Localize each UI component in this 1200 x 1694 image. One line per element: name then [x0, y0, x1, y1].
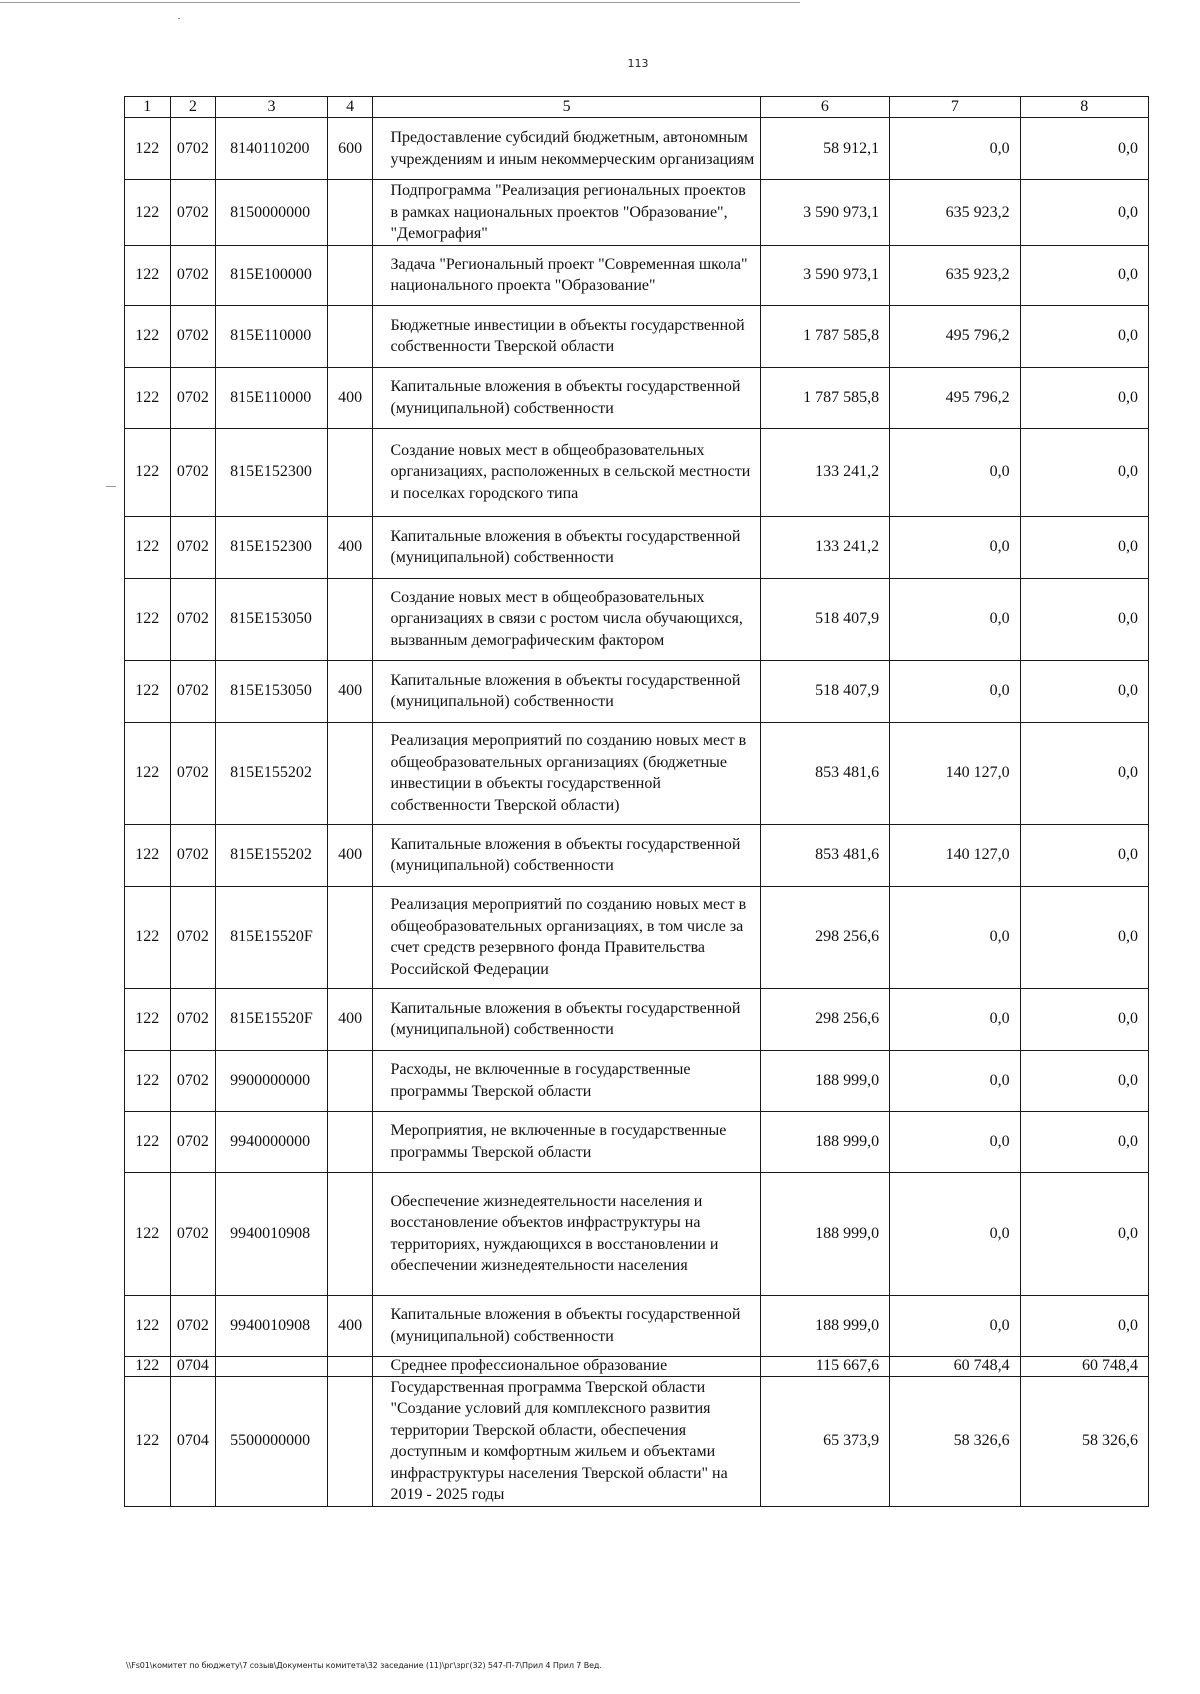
column-header: 7 — [890, 97, 1020, 118]
table-cell-c7: 0,0 — [890, 118, 1020, 180]
table-cell-c5: Создание новых мест в общеобразовательных организациях в связи с ростом числа обучающихся, вызванным демографическим фактором — [373, 578, 760, 660]
table-row — [125, 1050, 1149, 1111]
table-cell-c5: Бюджетные инвестиции в объекты государственной собственности Тверской области — [373, 305, 760, 367]
column-header: 4 — [327, 97, 373, 118]
table-cell-c4 — [327, 1172, 373, 1295]
table-cell-c7: 0,0 — [890, 516, 1020, 578]
table-cell-c3 — [216, 1356, 328, 1376]
table-cell-c5: Капитальные вложения в объекты государственной (муниципальной) собственности — [373, 988, 760, 1050]
table-row — [125, 1376, 1149, 1506]
table-cell-c7: 635 923,2 — [890, 180, 1020, 246]
table-cell-c5: Капитальные вложения в объекты государственной (муниципальной) собственности — [373, 1295, 760, 1356]
table-cell-c8: 0,0 — [1020, 722, 1148, 824]
table-cell-c3: 815E15520F — [216, 886, 328, 988]
scan-edge-line — [0, 2, 800, 3]
column-number-row — [125, 97, 1149, 118]
table-cell-c3: 815E153050 — [216, 660, 328, 722]
table-cell-c7: 0,0 — [890, 1050, 1020, 1111]
file-path-footer: \\Fs01\комитет по бюджету\7 созыв\Документы комитета\32 заседание (11)\рг\зрг(32) 547-П-7\Прил 4 Прил 7 Вед. — [126, 1661, 602, 1670]
table-cell-c8: 0,0 — [1020, 367, 1148, 428]
table-cell-c1: 122 — [125, 1295, 171, 1356]
table-cell-c2: 0702 — [170, 660, 216, 722]
table-cell-c3: 8150000000 — [216, 180, 328, 246]
table-cell-c6: 3 590 973,1 — [760, 180, 889, 246]
table-cell-c3: 815E153050 — [216, 578, 328, 660]
table-cell-c3: 815E100000 — [216, 245, 328, 305]
table-row — [125, 180, 1149, 246]
table-cell-c6: 1 787 585,8 — [760, 305, 889, 367]
table-cell-c2: 0702 — [170, 988, 216, 1050]
table-cell-c5: Реализация мероприятий по созданию новых мест в общеобразовательных организациях (бюджетные инвестиции в объекты государственной собственности Тверской области) — [373, 722, 760, 824]
table-cell-c7: 0,0 — [890, 1295, 1020, 1356]
table-cell-c2: 0702 — [170, 1172, 216, 1295]
table-cell-c1: 122 — [125, 428, 171, 516]
table-cell-c8: 0,0 — [1020, 988, 1148, 1050]
table-cell-c3: 815E110000 — [216, 305, 328, 367]
table-row — [125, 578, 1149, 660]
table-cell-c5: Мероприятия, не включенные в государственные программы Тверской области — [373, 1111, 760, 1172]
table-cell-c5: Предоставление субсидий бюджетным, автономным учреждениям и иным некоммерческим организациям — [373, 118, 760, 180]
table-cell-c1: 122 — [125, 1172, 171, 1295]
table-cell-c6: 133 241,2 — [760, 516, 889, 578]
table-cell-c7: 0,0 — [890, 660, 1020, 722]
table-cell-c7: 0,0 — [890, 428, 1020, 516]
table-row — [125, 367, 1149, 428]
table-cell-c6: 518 407,9 — [760, 660, 889, 722]
table-cell-c6: 853 481,6 — [760, 824, 889, 886]
table-cell-c1: 122 — [125, 245, 171, 305]
table-cell-c8: 0,0 — [1020, 886, 1148, 988]
table-cell-c8: 0,0 — [1020, 1111, 1148, 1172]
table-cell-c5: Государственная программа Тверской области "Создание условий для комплексного развития территории Тверской области, обеспечения доступным и комфортным жильем и объектами инфраструктуры населения Тверской области" на 2019 - 2025 годы — [373, 1376, 760, 1506]
table-cell-c8: 0,0 — [1020, 516, 1148, 578]
table-row — [125, 988, 1149, 1050]
table-cell-c8: 0,0 — [1020, 305, 1148, 367]
table-cell-c1: 122 — [125, 1356, 171, 1376]
table-cell-c1: 122 — [125, 886, 171, 988]
table-cell-c7: 495 796,2 — [890, 367, 1020, 428]
table-cell-c5: Капитальные вложения в объекты государственной (муниципальной) собственности — [373, 367, 760, 428]
column-header: 6 — [760, 97, 889, 118]
table-row — [125, 1356, 1149, 1376]
table-cell-c4 — [327, 428, 373, 516]
table-cell-c7: 58 326,6 — [890, 1376, 1020, 1506]
table-cell-c1: 122 — [125, 722, 171, 824]
table-cell-c5: Создание новых мест в общеобразовательных организациях, расположенных в сельской местности и поселках городского типа — [373, 428, 760, 516]
table-cell-c2: 0702 — [170, 305, 216, 367]
table-cell-c3: 8140110200 — [216, 118, 328, 180]
table-cell-c1: 122 — [125, 367, 171, 428]
table-cell-c4: 400 — [327, 367, 373, 428]
table-cell-c1: 122 — [125, 578, 171, 660]
table-cell-c3: 5500000000 — [216, 1376, 328, 1506]
table-cell-c6: 65 373,9 — [760, 1376, 889, 1506]
table-cell-c6: 188 999,0 — [760, 1111, 889, 1172]
table-cell-c1: 122 — [125, 824, 171, 886]
table-cell-c8: 0,0 — [1020, 180, 1148, 246]
table-cell-c6: 188 999,0 — [760, 1172, 889, 1295]
table-cell-c4 — [327, 1356, 373, 1376]
table-cell-c5: Обеспечение жизнедеятельности населения и восстановление объектов инфраструктуры на территориях, нуждающихся в восстановлении и обеспечении жизнедеятельности населения — [373, 1172, 760, 1295]
table-cell-c5: Среднее профессиональное образование — [373, 1356, 760, 1376]
table-cell-c2: 0702 — [170, 1050, 216, 1111]
table-cell-c7: 140 127,0 — [890, 722, 1020, 824]
table-row — [125, 1111, 1149, 1172]
table-cell-c4: 400 — [327, 824, 373, 886]
table-cell-c8: 0,0 — [1020, 1172, 1148, 1295]
page-number: 113 — [627, 57, 649, 70]
table-cell-c7: 60 748,4 — [890, 1356, 1020, 1376]
table-cell-c1: 122 — [125, 1111, 171, 1172]
table-cell-c7: 140 127,0 — [890, 824, 1020, 886]
table-cell-c1: 122 — [125, 118, 171, 180]
table-cell-c4: 400 — [327, 988, 373, 1050]
table-cell-c7: 0,0 — [890, 1172, 1020, 1295]
table-cell-c3: 815E15520F — [216, 988, 328, 1050]
table-cell-c2: 0704 — [170, 1356, 216, 1376]
table-cell-c8: 0,0 — [1020, 660, 1148, 722]
table-cell-c4 — [327, 886, 373, 988]
table-cell-c6: 115 667,6 — [760, 1356, 889, 1376]
table-cell-c1: 122 — [125, 516, 171, 578]
budget-table — [124, 96, 1149, 1507]
table-row — [125, 305, 1149, 367]
table-row — [125, 118, 1149, 180]
table-cell-c3: 815E152300 — [216, 428, 328, 516]
table-cell-c1: 122 — [125, 1050, 171, 1111]
table-cell-c7: 635 923,2 — [890, 245, 1020, 305]
table-cell-c8: 0,0 — [1020, 824, 1148, 886]
table-row — [125, 722, 1149, 824]
table-cell-c7: 0,0 — [890, 578, 1020, 660]
table-row — [125, 428, 1149, 516]
table-cell-c3: 815E110000 — [216, 367, 328, 428]
table-row — [125, 1172, 1149, 1295]
table-cell-c4: 600 — [327, 118, 373, 180]
column-header: 3 — [216, 97, 328, 118]
table-cell-c4 — [327, 722, 373, 824]
table-cell-c8: 0,0 — [1020, 245, 1148, 305]
column-header: 5 — [373, 97, 760, 118]
table-cell-c6: 188 999,0 — [760, 1050, 889, 1111]
table-cell-c4 — [327, 245, 373, 305]
table-cell-c3: 9940010908 — [216, 1295, 328, 1356]
table-cell-c3: 9940010908 — [216, 1172, 328, 1295]
table-cell-c2: 0702 — [170, 428, 216, 516]
table-cell-c8: 0,0 — [1020, 1050, 1148, 1111]
table-cell-c8: 0,0 — [1020, 578, 1148, 660]
table-cell-c5: Задача "Региональный проект "Современная школа" национального проекта "Образование" — [373, 245, 760, 305]
margin-mark — [106, 486, 116, 487]
table-cell-c2: 0702 — [170, 516, 216, 578]
table-cell-c6: 298 256,6 — [760, 886, 889, 988]
table-cell-c8: 58 326,6 — [1020, 1376, 1148, 1506]
column-header: 1 — [125, 97, 171, 118]
column-header: 8 — [1020, 97, 1148, 118]
table-cell-c5: Капитальные вложения в объекты государственной (муниципальной) собственности — [373, 516, 760, 578]
table-cell-c2: 0702 — [170, 180, 216, 246]
table-cell-c2: 0702 — [170, 578, 216, 660]
table-cell-c5: Расходы, не включенные в государственные программы Тверской области — [373, 1050, 760, 1111]
table-cell-c4: 400 — [327, 1295, 373, 1356]
table-row — [125, 245, 1149, 305]
table-cell-c1: 122 — [125, 988, 171, 1050]
table-cell-c6: 3 590 973,1 — [760, 245, 889, 305]
table-cell-c2: 0702 — [170, 722, 216, 824]
table-row — [125, 660, 1149, 722]
table-row — [125, 1295, 1149, 1356]
table-cell-c7: 0,0 — [890, 988, 1020, 1050]
table-cell-c4 — [327, 180, 373, 246]
table-cell-c3: 815E155202 — [216, 722, 328, 824]
table-cell-c2: 0702 — [170, 1295, 216, 1356]
table-cell-c5: Подпрограмма "Реализация региональных проектов в рамках национальных проектов "Образование", "Демография" — [373, 180, 760, 246]
table-cell-c1: 122 — [125, 660, 171, 722]
table-cell-c2: 0702 — [170, 118, 216, 180]
table-cell-c4: 400 — [327, 660, 373, 722]
scan-speck — [178, 18, 180, 19]
table-cell-c1: 122 — [125, 180, 171, 246]
table-cell-c7: 0,0 — [890, 1111, 1020, 1172]
table-cell-c4 — [327, 578, 373, 660]
table-cell-c2: 0702 — [170, 367, 216, 428]
table-cell-c7: 0,0 — [890, 886, 1020, 988]
table-cell-c1: 122 — [125, 305, 171, 367]
table-cell-c8: 0,0 — [1020, 118, 1148, 180]
table-cell-c3: 815E155202 — [216, 824, 328, 886]
table-cell-c5: Реализация мероприятий по созданию новых мест в общеобразовательных организациях, в том числе за счет средств резервного фонда Правительства Российской Федерации — [373, 886, 760, 988]
column-header: 2 — [170, 97, 216, 118]
table-cell-c6: 518 407,9 — [760, 578, 889, 660]
table-cell-c1: 122 — [125, 1376, 171, 1506]
table-cell-c6: 133 241,2 — [760, 428, 889, 516]
table-cell-c2: 0702 — [170, 824, 216, 886]
table-cell-c5: Капитальные вложения в объекты государственной (муниципальной) собственности — [373, 660, 760, 722]
table-cell-c6: 298 256,6 — [760, 988, 889, 1050]
table-cell-c2: 0702 — [170, 245, 216, 305]
table-cell-c8: 0,0 — [1020, 1295, 1148, 1356]
table-cell-c3: 815E152300 — [216, 516, 328, 578]
table-cell-c4 — [327, 1050, 373, 1111]
table-row — [125, 824, 1149, 886]
table-row — [125, 516, 1149, 578]
table-cell-c8: 0,0 — [1020, 428, 1148, 516]
table-cell-c6: 188 999,0 — [760, 1295, 889, 1356]
table-cell-c8: 60 748,4 — [1020, 1356, 1148, 1376]
table-cell-c4 — [327, 305, 373, 367]
table-cell-c6: 1 787 585,8 — [760, 367, 889, 428]
table-cell-c4 — [327, 1111, 373, 1172]
table-cell-c7: 495 796,2 — [890, 305, 1020, 367]
table-cell-c5: Капитальные вложения в объекты государственной (муниципальной) собственности — [373, 824, 760, 886]
table-cell-c3: 9900000000 — [216, 1050, 328, 1111]
table-cell-c2: 0702 — [170, 1111, 216, 1172]
table-row — [125, 886, 1149, 988]
table-cell-c6: 853 481,6 — [760, 722, 889, 824]
table-cell-c4 — [327, 1376, 373, 1506]
table-cell-c2: 0704 — [170, 1376, 216, 1506]
table-cell-c2: 0702 — [170, 886, 216, 988]
table-cell-c3: 9940000000 — [216, 1111, 328, 1172]
table-cell-c6: 58 912,1 — [760, 118, 889, 180]
table-cell-c4: 400 — [327, 516, 373, 578]
